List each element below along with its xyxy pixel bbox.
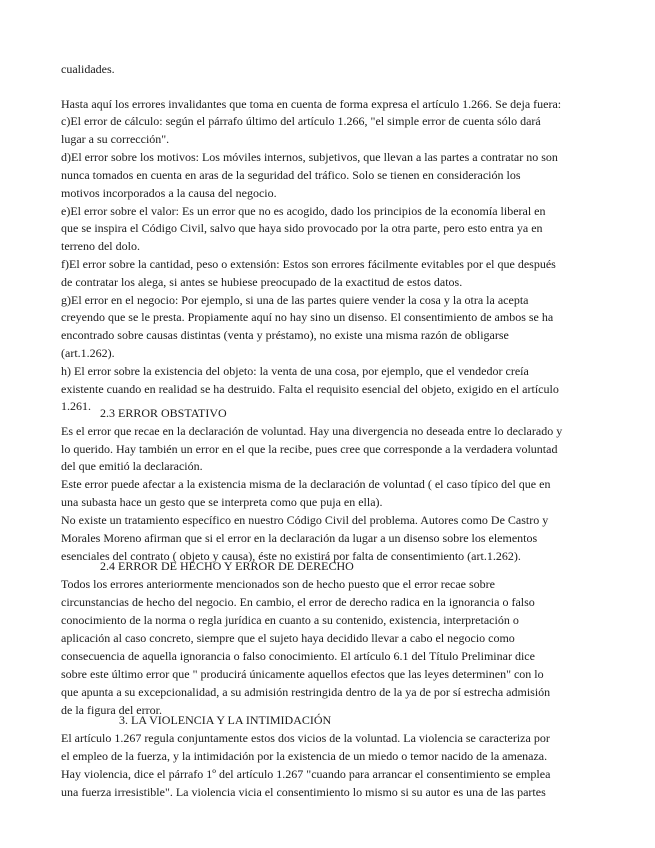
text-line: Es el error que recae en la declaración de voluntad. Hay una divergencia no deseada entre lo declarado y [61, 424, 563, 438]
text-line: Todos los errores anteriormente mencionados son de hecho puesto que el error recae sobre [61, 577, 495, 591]
list-item-line: (art.1.262). [61, 346, 115, 360]
text-line: Morales Moreno afirman que si el error en la declaración da lugar a un disenso sobre los elementos [61, 531, 538, 545]
list-item-line: 1.261. [61, 399, 91, 413]
list-item-line: encontrado sobre causas distintas (venta y préstamo), no existe una misma razón de obligarse [61, 328, 509, 342]
text-line: El artículo 1.267 regula conjuntamente estos dos vicios de la voluntad. La violencia se caracteriza por [61, 731, 550, 745]
text-line: de la figura del error. [61, 703, 162, 717]
list-item-line: c)El error de cálculo: según el párrafo último del artículo 1.266, "el simple error de cuenta sólo dará [61, 114, 541, 128]
text-line: el empleo de la fuerza, y la intimidación por la existencia de un miedo o temor nacido de la amenaza. [61, 749, 548, 763]
list-item-line: nunca tomados en cuenta en aras de la seguridad del tráfico. Solo se tienen en consideración los [61, 168, 521, 182]
text-line: cualidades. [61, 62, 115, 76]
text-line: Hasta aquí los errores invalidantes que toma en cuenta de forma expresa el artículo 1.266. Se deja fuera: [61, 97, 562, 111]
list-item-line: lugar a su corrección". [61, 132, 170, 146]
text-line: del que emitió la declaración. [61, 459, 203, 473]
text-line: Hay violencia, dice el párrafo 1º del artículo 1.267 "cuando para arrancar el consentimiento se emplea [61, 767, 551, 781]
list-item-line: e)El error sobre el valor: Es un error que no es acogido, dado los principios de la economía liberal en [61, 204, 546, 218]
list-item-line: terreno del dolo. [61, 239, 140, 253]
text-line: circunstancias de hecho del negocio. En cambio, el error de derecho radica en la ignorancia o falso [61, 595, 535, 609]
list-item-line: d)El error sobre los motivos: Los móviles internos, subjetivos, que llevan a las partes a contratar no son [61, 150, 558, 164]
list-item-line: de contratar los alega, si antes se hubiese preocupado de la exactitud de estos datos. [61, 275, 463, 289]
text-line: conocimiento de la norma o regla jurídica en cuanto a su contenido, existencia, interpretación o [61, 613, 519, 627]
text-line: Este error puede afectar a la existencia misma de la declaración de voluntad ( el caso típico del que en [61, 477, 551, 491]
section-heading: 2.3 ERROR OBSTATIVO [100, 406, 227, 420]
text-line: No existe un tratamiento específico en nuestro Código Civil del problema. Autores como De Castro y [61, 513, 549, 527]
list-item-line: motivos incorporados a la causa del negocio. [61, 186, 277, 200]
text-line: una subasta hace un gesto que se interpreta como que puja en ella). [61, 495, 383, 509]
section-heading: 2.4 ERROR DE HECHO Y ERROR DE DERECHO [100, 559, 354, 573]
text-line: consecuencia de aquella ignorancia o falso conocimiento. El artículo 6.1 del Título Preliminar dice [61, 649, 535, 663]
list-item-line: f)El error sobre la cantidad, peso o extensión: Estos son errores fácilmente evitables por el que después [61, 257, 556, 271]
text-line: esenciales del contrato ( objeto y causa), éste no existirá por falta de consentimiento (art.1.262). [61, 549, 521, 563]
list-item-line: creyendo que se le presta. Propiamente aquí no hay sino un disenso. El consentimiento de ambos se ha [61, 310, 554, 324]
text-line: sobre este último error que " producirá únicamente aquellos efectos que las leyes determinen" con lo [61, 667, 544, 681]
text-line: aplicación al caso concreto, siempre que el sujeto haya decidido llevar a cabo el negocio como [61, 631, 515, 645]
text-line: lo querido. Hay también un error en el que la recibe, pues cree que corresponde a la verdadera voluntad [61, 442, 558, 456]
list-item-line: que se inspira el Código Civil, salvo que haya sido provocado por la otra parte, pero esto entra ya en [61, 221, 543, 235]
text-line: una fuerza irresistible". La violencia vicia el consentimiento lo mismo si su autor es una de las partes [61, 785, 546, 799]
list-item-line: h) El error sobre la existencia del objeto: la venta de una cosa, por ejemplo, que el vendedor creía [61, 364, 529, 378]
text-line: que apunta a su excepcionalidad, a su admisión restringida dentro de la ya de por sí estrecha admisión [61, 685, 551, 699]
list-item-line: existente cuando en realidad se ha destruido. Falta el requisito esencial del objeto, exigido en el artículo [61, 382, 559, 396]
list-item-line: g)El error en el negocio: Por ejemplo, si una de las partes quiere vender la cosa y la otra la acepta [61, 293, 529, 307]
section-heading: 3. LA VIOLENCIA Y LA INTIMIDACIÓN [119, 713, 332, 727]
